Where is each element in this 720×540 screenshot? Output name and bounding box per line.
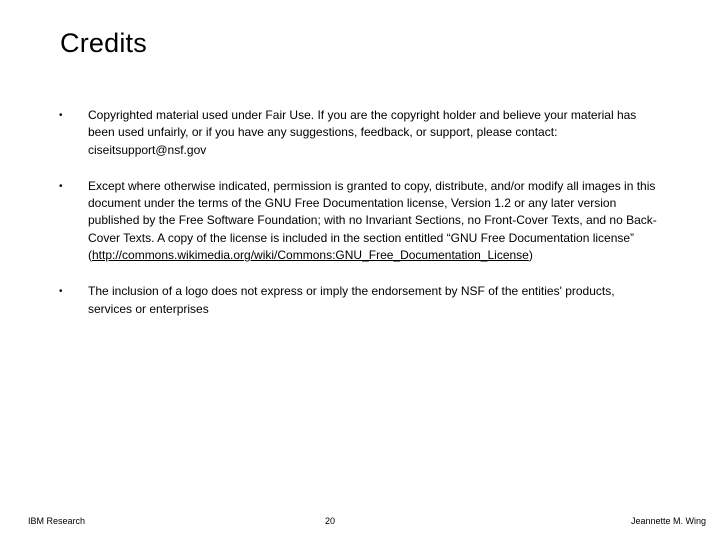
bullet-text: The inclusion of a logo does not express or imply the endorsement by NSF of the entities' products, services or enterprises <box>88 284 615 316</box>
slide-title: Credits <box>60 28 147 58</box>
footer-author: Jeannette M. Wing <box>630 516 706 526</box>
list-item <box>56 107 660 159</box>
footer-organization: IBM Research <box>28 516 86 526</box>
bullet-icon: • <box>59 110 63 121</box>
bullet-text-before: Except where otherwise indicated, permission is granted to copy, distribute, and/or modify all images in this document under the terms of the GNU Free Documentation license, Version 1.2 or any later version published by the Free Software Foundation; with no Invariant Sections, no Front-Cover Texts, and no Back-Cover Texts. A copy of the license is included in the section entitled “GNU Free Documentation license” ( <box>88 178 657 263</box>
bullet-text: Copyrighted material used under Fair Use. If you are the copyright holder and believe your material has been used unfairly, or if you have any suggestions, feedback, or support, please contact: ciseitsupport@nsf.gov <box>88 108 637 157</box>
bullet-icon: • <box>59 286 63 298</box>
credits-list <box>56 107 660 337</box>
bullet-text-after: ) <box>528 248 533 263</box>
bullet-icon: • <box>59 180 63 192</box>
page-number: 20 <box>324 516 335 526</box>
list-item <box>56 283 660 318</box>
list-item <box>56 178 660 264</box>
license-link[interactable]: http://commons.wikimedia.org/wiki/Commons:GNU_Free_Documentation_License <box>92 248 529 263</box>
